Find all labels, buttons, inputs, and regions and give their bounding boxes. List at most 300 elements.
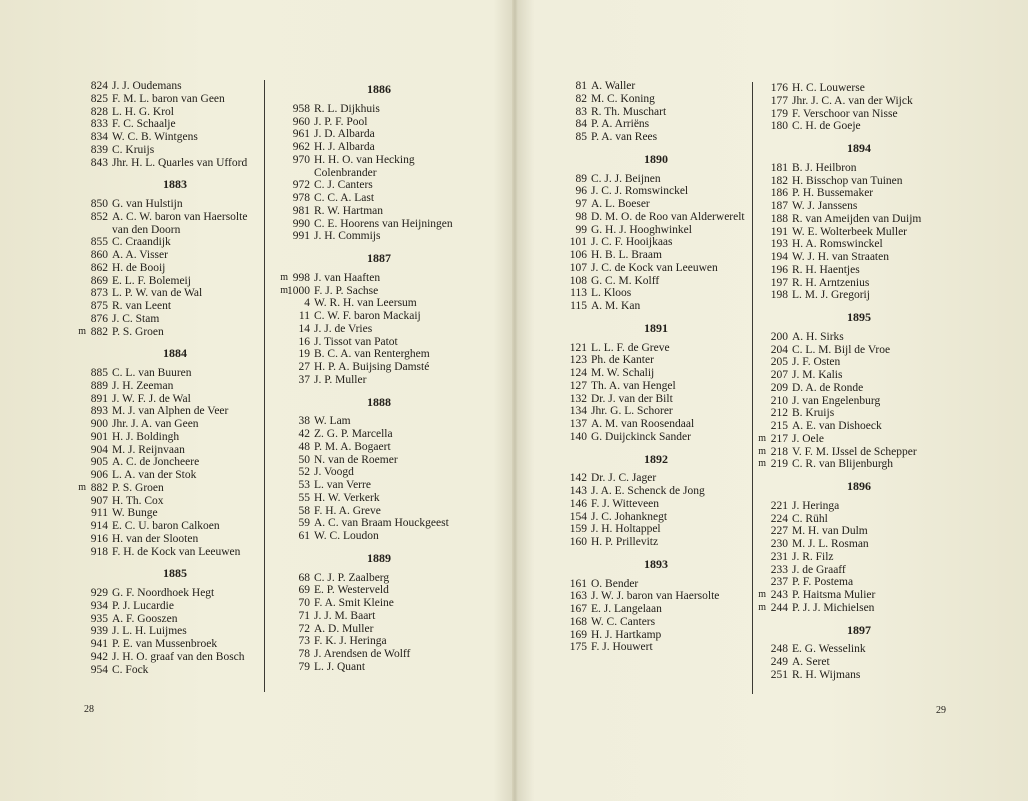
entry-number: 852 xyxy=(90,210,108,223)
member-entry xyxy=(758,601,954,615)
member-entry xyxy=(84,664,266,677)
entry-number: 161 xyxy=(569,577,587,590)
member-entry xyxy=(764,382,954,395)
member-entry xyxy=(84,93,266,106)
member-entry xyxy=(764,576,954,589)
member-entry xyxy=(563,431,749,444)
member-entry xyxy=(84,613,266,626)
entry-name: W. C. B. Wintgens xyxy=(112,131,198,143)
entry-number: 48 xyxy=(298,440,310,453)
entry-name: M. H. van Dulm xyxy=(792,525,868,538)
entry-number: 215 xyxy=(770,420,788,432)
entry-number: 71 xyxy=(298,609,310,622)
member-entry xyxy=(84,418,266,431)
entry-name: W. Lam xyxy=(314,415,351,428)
entry-name: L. A. van der Stok xyxy=(112,469,197,481)
entry-name: E. P. Westerveld xyxy=(314,584,389,597)
entry-name: J. H. O. graaf van den Bosch xyxy=(112,650,245,663)
entry-number: 106 xyxy=(569,249,587,261)
entry-name: H. P. Prillevitz xyxy=(591,536,659,548)
entry-name: J. Arendsen de Wolff xyxy=(314,648,411,660)
entry-name: J. van Haaften xyxy=(314,271,381,284)
member-entry xyxy=(758,589,954,602)
entry-number: 38 xyxy=(298,415,310,428)
entry-number: 27 xyxy=(298,361,310,373)
entry-name: D. A. de Ronde xyxy=(792,381,864,394)
entry-number: 248 xyxy=(770,643,788,656)
entry-number: 972 xyxy=(292,179,310,192)
entry-name: J. van Engelenburg xyxy=(792,394,881,407)
member-entry xyxy=(764,420,954,433)
member-entry xyxy=(84,157,266,170)
entry-number: 219 xyxy=(770,458,788,471)
member-entry xyxy=(563,367,749,380)
entry-name: Jhr. J. A. van Geen xyxy=(112,418,199,430)
entry-number: 207 xyxy=(770,369,788,381)
entry-name: R. H. Arntzenius xyxy=(792,276,870,289)
entry-name: J. M. Kalis xyxy=(792,369,843,381)
member-entry xyxy=(563,393,749,406)
entry-name: E. G. Wesselink xyxy=(792,643,866,656)
entry-number: 212 xyxy=(770,407,788,420)
entry-name: J. C. Stam xyxy=(112,312,160,325)
member-entry xyxy=(286,141,472,154)
entry-name: J. Oele xyxy=(792,432,824,445)
member-entry xyxy=(84,313,266,326)
entry-number: 188 xyxy=(770,212,788,225)
entry-number: 210 xyxy=(770,394,788,407)
entry-name: E. J. Langelaan xyxy=(591,603,662,615)
entry-name: W. C. Canters xyxy=(591,615,656,628)
member-entry xyxy=(84,456,266,469)
entry-name: M. J. L. Rosman xyxy=(792,538,869,550)
member-entry xyxy=(563,287,749,300)
entry-name: J. H. Commijs xyxy=(314,230,381,243)
entry-number: 893 xyxy=(90,405,108,418)
entry-name: J. J. de Vries xyxy=(314,322,373,335)
year-heading: 1894 xyxy=(847,141,871,155)
member-entry xyxy=(286,454,472,467)
entry-name: P. J. Lucardie xyxy=(112,599,174,612)
member-entry xyxy=(84,198,266,211)
entry-name: C. L. M. Bijl de Vroe xyxy=(792,343,891,356)
member-entry xyxy=(764,226,954,239)
entry-number: 217 xyxy=(770,432,788,445)
entry-name: J. P. F. Pool xyxy=(314,115,368,128)
entry-number: 855 xyxy=(90,236,108,249)
member-entry xyxy=(563,536,749,549)
member-entry xyxy=(286,297,472,310)
entry-number: 72 xyxy=(298,622,310,635)
member-entry xyxy=(563,629,749,642)
entry-number: 55 xyxy=(298,491,310,504)
entry-name: F. A. Smit Kleine xyxy=(314,597,394,609)
member-entry xyxy=(758,445,954,459)
left-page-column-2 xyxy=(280,74,472,674)
entry-name: Jhr. J. C. A. van der Wijck xyxy=(792,94,913,107)
entry-name: J. J. M. Baart xyxy=(314,609,376,622)
entry-number: 889 xyxy=(90,379,108,392)
entry-name: A. M. Kan xyxy=(591,300,641,312)
member-entry xyxy=(563,106,749,119)
member-entry xyxy=(764,643,954,656)
entry-number: 42 xyxy=(298,428,310,440)
entry-name: Jhr. G. L. Schorer xyxy=(591,405,673,418)
member-entry xyxy=(563,354,749,367)
member-entry xyxy=(563,590,749,603)
entry-number: 907 xyxy=(90,494,108,507)
entry-number: 177 xyxy=(770,94,788,107)
member-entry xyxy=(286,310,472,323)
member-entry xyxy=(764,277,954,290)
entry-name: J. P. Muller xyxy=(314,373,367,386)
entry-mark: m xyxy=(78,325,86,337)
entry-name: H. J. Hartkamp xyxy=(591,628,662,641)
entry-number: 237 xyxy=(770,576,788,589)
member-entry xyxy=(84,495,266,508)
member-entry xyxy=(286,648,472,661)
entry-number: 981 xyxy=(292,204,310,217)
entry-name: W. Bunge xyxy=(112,507,158,520)
entry-number: 876 xyxy=(90,312,108,325)
member-entry xyxy=(84,533,266,546)
entry-name: L. P. W. van de Wal xyxy=(112,287,203,300)
entry-number: 911 xyxy=(91,507,108,520)
entry-number: 19 xyxy=(298,348,310,361)
entry-number: 900 xyxy=(90,418,108,430)
member-entry xyxy=(764,344,954,357)
member-entry xyxy=(764,213,954,226)
member-entry xyxy=(84,380,266,393)
entry-name: J. H. Holtappel xyxy=(591,523,661,536)
member-entry xyxy=(563,198,749,211)
entry-number: 187 xyxy=(770,200,788,212)
member-entry xyxy=(84,638,266,651)
entry-name: V. F. M. IJssel de Schepper xyxy=(792,445,917,458)
member-entry xyxy=(563,641,749,654)
entry-name: P. F. Postema xyxy=(792,576,854,589)
entry-number: 191 xyxy=(770,225,788,238)
member-entry xyxy=(286,179,472,192)
entry-number: 885 xyxy=(90,367,108,379)
member-entry xyxy=(84,651,266,664)
year-heading: 1888 xyxy=(367,394,391,409)
entry-number: 78 xyxy=(298,648,310,660)
member-entry xyxy=(563,472,749,485)
member-entry xyxy=(84,520,266,533)
member-entry xyxy=(563,578,749,591)
member-entry xyxy=(286,348,472,361)
entry-number: 862 xyxy=(90,261,108,274)
entry-number: 905 xyxy=(90,456,108,469)
entry-number: 160 xyxy=(569,536,587,548)
member-entry xyxy=(84,367,266,380)
entry-number: 843 xyxy=(90,156,108,169)
entry-name: C. J. Canters xyxy=(314,179,373,192)
entry-name: Th. A. van Hengel xyxy=(591,379,676,392)
member-entry xyxy=(764,187,954,200)
entry-number: 833 xyxy=(90,118,108,131)
entry-number: 59 xyxy=(298,517,310,530)
entry-number: 98 xyxy=(575,210,587,223)
entry-name: E. L. F. Bolemeij xyxy=(112,274,191,287)
member-entry xyxy=(563,262,749,275)
entry-name: J. A. E. Schenck de Jong xyxy=(591,485,705,497)
entry-name: J. C. J. Romswinckel xyxy=(591,185,689,198)
entry-number: 70 xyxy=(298,597,310,609)
entry-number: 11 xyxy=(298,310,310,322)
member-entry xyxy=(286,610,472,623)
entry-name: Ph. de Kanter xyxy=(591,354,654,367)
member-entry xyxy=(764,289,954,302)
member-entry xyxy=(563,405,749,418)
member-entry xyxy=(563,380,749,393)
member-entry xyxy=(286,623,472,636)
member-entry xyxy=(764,108,954,121)
entry-number: 991 xyxy=(292,230,310,243)
member-entry xyxy=(764,564,954,577)
member-entry xyxy=(563,342,749,355)
entry-number: 251 xyxy=(770,668,788,681)
entry-name: B. C. A. van Renterghem xyxy=(314,348,430,361)
entry-number: 79 xyxy=(298,660,310,673)
entry-number: 143 xyxy=(569,485,587,497)
entry-number: 124 xyxy=(569,367,587,379)
member-entry xyxy=(563,118,749,131)
entry-number: 16 xyxy=(298,335,310,348)
entry-name: W. E. Wolterbeek Muller xyxy=(792,225,908,238)
entry-mark: m xyxy=(758,589,766,600)
entry-name: F. H. A. Greve xyxy=(314,504,381,517)
entry-number: 960 xyxy=(292,115,310,128)
entry-name: J. H. Zeeman xyxy=(112,379,174,392)
entry-name: F. H. de Kock van Leeuwen xyxy=(112,545,241,558)
member-entry xyxy=(84,431,266,444)
entry-name: J. Tissot van Patot xyxy=(314,335,398,348)
member-entry xyxy=(764,356,954,369)
member-entry xyxy=(764,82,954,95)
member-entry xyxy=(84,131,266,144)
entry-number: 990 xyxy=(292,217,310,230)
entry-number: 4 xyxy=(304,297,310,310)
entry-name: P. M. A. Bogaert xyxy=(314,440,391,453)
right-page-column-rule xyxy=(752,82,753,694)
member-entry xyxy=(286,192,472,205)
member-entry xyxy=(84,236,266,249)
left-page-column-rule xyxy=(264,80,265,692)
entry-number: 904 xyxy=(90,443,108,456)
entry-name: A. D. Muller xyxy=(314,622,374,635)
entry-name: C. Fock xyxy=(112,663,149,676)
entry-number: 873 xyxy=(90,287,108,300)
entry-name: C. H. de Goeje xyxy=(792,120,861,133)
entry-number: 123 xyxy=(569,354,587,367)
entry-number: 882 xyxy=(90,325,108,338)
entry-name: Z. G. P. Marcella xyxy=(314,428,393,440)
entry-name: J. W. J. baron van Haersolte xyxy=(591,590,720,603)
member-entry xyxy=(286,218,472,231)
entry-name: J. Heringa xyxy=(792,499,840,512)
entry-number: 941 xyxy=(90,638,108,650)
member-entry xyxy=(286,530,472,543)
entry-name: H. J. Boldingh xyxy=(112,430,180,443)
member-entry xyxy=(286,415,472,428)
entry-name: J. R. Filz xyxy=(792,550,834,563)
entry-number: 175 xyxy=(569,641,587,654)
entry-name: L. H. G. Krol xyxy=(112,105,174,118)
member-entry xyxy=(563,275,749,288)
entry-mark: m xyxy=(78,481,86,493)
entry-name: R. H. Haentjes xyxy=(792,263,860,276)
entry-name: J. F. Osten xyxy=(792,356,841,369)
member-entry xyxy=(286,154,472,180)
entry-number: 186 xyxy=(770,187,788,200)
member-entry xyxy=(563,131,749,144)
entry-name: L. M. J. Gregorij xyxy=(792,289,870,302)
entry-name: G. C. M. Kolff xyxy=(591,274,660,287)
entry-name: F. J. P. Sachse xyxy=(314,284,379,297)
entry-number: 168 xyxy=(569,615,587,628)
member-entry xyxy=(286,492,472,505)
entry-name: W. R. H. van Leersum xyxy=(314,297,417,310)
entry-number: 196 xyxy=(770,263,788,276)
member-entry xyxy=(84,444,266,457)
entry-number: 825 xyxy=(90,92,108,105)
entry-name: H. van der Slooten xyxy=(112,532,199,545)
year-heading: 1883 xyxy=(163,177,187,192)
entry-number: 101 xyxy=(569,236,587,249)
entry-number: 860 xyxy=(90,249,108,261)
entry-name: F. J. Witteveen xyxy=(591,497,660,510)
entry-number: 939 xyxy=(90,625,108,638)
year-heading: 1886 xyxy=(367,82,391,96)
entry-number: 875 xyxy=(90,300,108,312)
entry-name: C. Kruijs xyxy=(112,143,155,156)
entry-name: J. Voogd xyxy=(314,466,354,479)
entry-name: C. W. F. baron Mackaij xyxy=(314,310,421,322)
entry-number: 176 xyxy=(770,82,788,94)
member-entry xyxy=(563,93,749,106)
entry-number: 84 xyxy=(575,118,587,131)
member-entry xyxy=(563,249,749,262)
left-page-column-1 xyxy=(78,80,266,676)
entry-number: 50 xyxy=(298,453,310,466)
entry-number: 200 xyxy=(770,330,788,343)
entry-number: 53 xyxy=(298,479,310,491)
member-entry xyxy=(286,635,472,648)
member-entry xyxy=(563,300,749,313)
year-heading: 1893 xyxy=(644,556,668,571)
entry-name: P. A. van Rees xyxy=(591,131,658,143)
year-heading: 1884 xyxy=(163,346,187,361)
entry-name: A. C. W. baron van Haersolte van den Doorn xyxy=(112,210,248,236)
entry-name: R. W. Hartman xyxy=(314,204,383,217)
entry-name: J. C. F. Hooijkaas xyxy=(591,236,673,249)
member-entry xyxy=(764,369,954,382)
member-entry xyxy=(286,661,472,674)
right-page-column-1 xyxy=(563,80,749,654)
entry-name: J. de Graaff xyxy=(792,563,846,576)
member-entry xyxy=(563,523,749,536)
member-entry xyxy=(563,498,749,511)
entry-number: 99 xyxy=(575,223,587,236)
member-entry xyxy=(84,262,266,275)
member-entry xyxy=(286,205,472,218)
member-entry xyxy=(84,507,266,520)
entry-number: 73 xyxy=(298,635,310,648)
member-entry xyxy=(764,200,954,213)
member-entry xyxy=(84,249,266,262)
entry-name: H. W. Verkerk xyxy=(314,491,380,504)
entry-number: 81 xyxy=(575,80,587,92)
member-entry xyxy=(286,323,472,336)
member-entry xyxy=(286,572,472,585)
entry-name: N. van de Roemer xyxy=(314,453,398,466)
entry-number: 942 xyxy=(90,650,108,663)
member-entry xyxy=(764,407,954,420)
entry-number: 231 xyxy=(770,550,788,563)
entry-name: O. Bender xyxy=(591,577,639,590)
entry-number: 37 xyxy=(298,373,310,386)
member-entry xyxy=(286,103,472,116)
entry-name: H. J. Albarda xyxy=(314,141,375,153)
entry-name: L. J. Quant xyxy=(314,660,366,673)
entry-number: 137 xyxy=(569,418,587,430)
entry-mark: m xyxy=(280,271,288,283)
entry-number: 97 xyxy=(575,198,587,210)
member-entry xyxy=(764,162,954,175)
member-entry xyxy=(286,505,472,518)
member-entry xyxy=(563,185,749,198)
entry-number: 934 xyxy=(90,599,108,612)
year-heading: 1891 xyxy=(644,320,668,335)
entry-name: A. M. van Roosendaal xyxy=(591,418,695,430)
entry-name: A. L. Boeser xyxy=(591,198,650,210)
entry-number: 194 xyxy=(770,251,788,263)
entry-name: C. R. van Blijenburgh xyxy=(792,458,894,471)
entry-name: C. J. J. Beijnen xyxy=(591,172,661,185)
entry-number: 89 xyxy=(575,172,587,185)
entry-number: 169 xyxy=(569,628,587,641)
member-entry xyxy=(286,597,472,610)
member-entry xyxy=(280,271,472,285)
entry-name: J. C. Johanknegt xyxy=(591,510,668,523)
member-entry xyxy=(764,331,954,344)
member-entry xyxy=(563,224,749,237)
entry-number: 96 xyxy=(575,185,587,198)
member-entry xyxy=(563,173,749,186)
entry-number: 127 xyxy=(569,379,587,392)
member-entry xyxy=(764,251,954,264)
entry-number: 167 xyxy=(569,603,587,615)
member-entry xyxy=(286,336,472,349)
entry-number: 227 xyxy=(770,525,788,538)
entry-number: 224 xyxy=(770,512,788,525)
entry-number: 906 xyxy=(90,469,108,481)
member-entry xyxy=(764,656,954,669)
entry-name: W. J. H. van Straaten xyxy=(792,251,889,263)
year-heading: 1889 xyxy=(367,550,391,565)
entry-number: 52 xyxy=(298,466,310,479)
year-heading: 1887 xyxy=(367,251,391,265)
member-entry xyxy=(84,469,266,482)
book-gutter xyxy=(512,0,518,801)
member-entry xyxy=(563,616,749,629)
member-entry xyxy=(563,511,749,524)
entry-number: 179 xyxy=(770,107,788,120)
entry-name: D. M. O. de Roo van Alderwerelt xyxy=(591,210,745,223)
entry-number: 901 xyxy=(90,430,108,443)
